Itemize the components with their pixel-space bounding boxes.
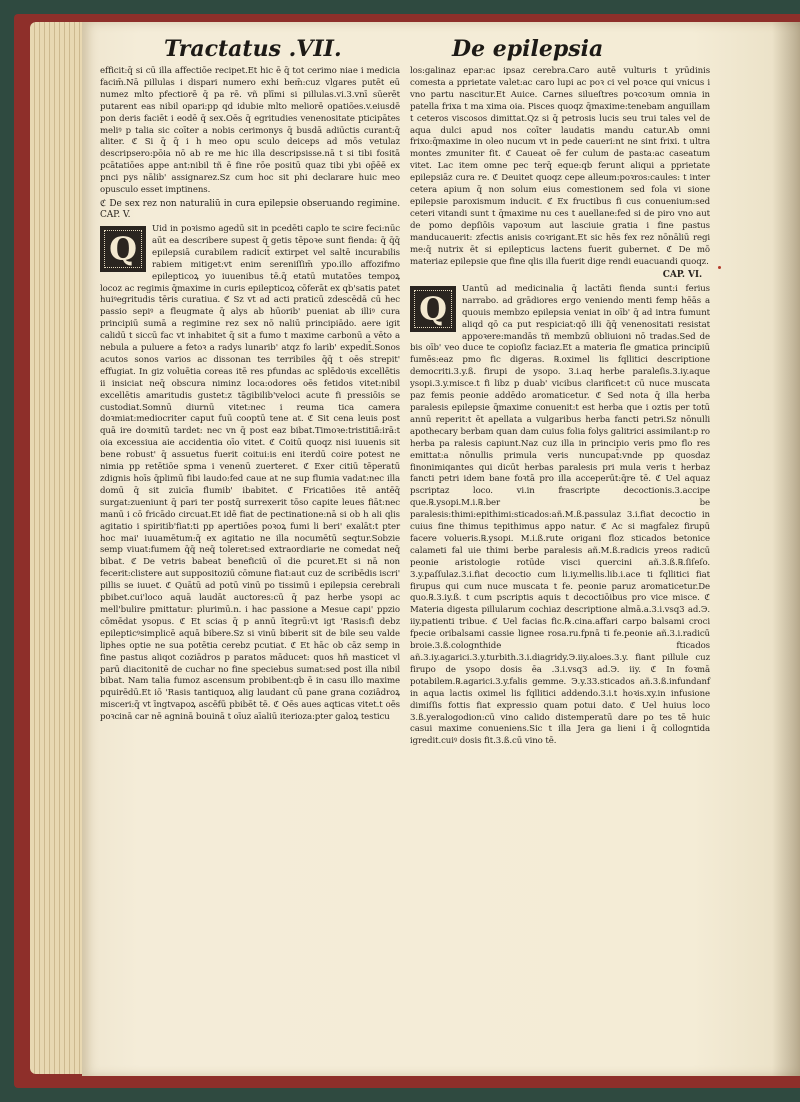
running-head-left: Tractatus .VII. [164,36,342,62]
running-head-right: De epilepsia [452,36,604,62]
chapter-heading-v: ℭ De sex rez non naturaliū in cura epilepsie obseruando regimine. CAP. V. [100,198,400,221]
initial-letter: Q [419,289,447,328]
page-stack-edges [30,22,90,1074]
decorated-initial [410,286,456,332]
right-column [410,66,710,750]
gutter-shadow [772,22,800,1076]
chapter-number: CAP. VI. [662,270,702,281]
red-ink-mark [718,266,721,269]
left-column-chapter-text: Uid in poꝛismo agedū sit in pcedēti caplo te scire feci:nūc aūt ea describere supest q̄ getis tēpoꝛe sunt fienda: q̄ q̄q̄ epilepsiā curabilem radicit̄ extirpet vel saltē incurabilis rabiem mitiget:vt enim sereniſſim̄ ypo.illo affozifmo epilepticoꝝ yo iuuenibus tē.q̄ etatū mutatōes tempoꝝ locoz ac regimis q̄maxime in curis epilepticoꝝ cōferāt ex qb'satis patet huiꝰegritudis tēris curatiua. ℭ Sz vt ad acti praticū zdescēdā cū hec passio sepiꝰ a fleugmate q̄ alys ab hūorib' pueniat ab illiꝰ cura principiū sumā a regimine rez sex nō naliū principiādo. aere igit calidū t siccū fac vt inhabitet q̄ sit a fumo t maxime carbonū a vēto a nebula a puluere a fetoꝛ a radys lunarib' atqz fo larib' expedit̄.Sonos acutos sonos varios ac dissonan tes terribiles q̄q̄ t oēs strepit' effugiat. In giz voluētia coreas itē res pfundas ac splēdoꝛis excellētis ii insiciat neq̄ obscura niminz loca:odores oēs fetidos vitet:nibil excellētis amaritudis gustet:z tāgibilib'veloci acute fi pressiōis se custodiat.Somnū diurnū vitet:nec i reuma tica camera doꝛmiat:mediocriter caput fuū cooptū tene at. ℭ Sit cena leuis post quā ire doꝛmitū tardet: nec vn q̄ post eaz bibat.Timoꝛe:tristitiā:irā:t oia excessiua aie accidentia oīo vitet. ℭ Coitū quoqz nisi iuuenis sit bene robust' q̄ assuetus fuerit coitui:is eni iterdū coire potest ne nimia pp retētiōe spma i venenū zuerteret. ℭ Exer citiū tēperatū zdignis hoīs q̄plimū fibi laudo:fed caue at ne sup flumia vadat:nec illa domū q̄ sit zuicīa flumib' ibabitet. ℭ Fricatiōes itē antēq̄ surgat:zueniunt q̄ pari ter postq̄ surrexerit tōso capite leues fiāt:nec manū i cō fricādo circuat.Et idē fiat de pectinatione:nā si ob h ali qlis agitatio i spiritib'fiat:ti pp apertiōes poꝛoꝝ fumi li beri' exalāt:t pter hoc mai' iuuamētum:q̄ ex agitatio ne illa nocumētū seqtur.Sobzie semp viuat:fumem q̄q̄ neq̄ toleret:sed extraordiarie ne comedat neq̄ bibat. ℭ De vetris babeat beneficiū oī die pcuret.Et si nā non fecerit:clistere aut suppositoziū cōmune fiat:aut cuz de scribēdis iscri' pillis se iuuet. ℭ Quātū ad potū vinū po tissimū i epilepsia cerebrali pbibet.cui'loco aquā laudāt auctores:cū q̄ paz herbe ysopi ac mell'bulire pmittatur: plurimū.n. i hac passione a Mesue capi' ppzio cōmēdat ysopus. ℭ Et scias q̄ p annū ītegrū:vt igt 'Rasis:fi debz epilepticꝰsimplicē aquā bibere.Sz si vinū biberit sit de bile seu valde liphes optie ne sua potētia cerebz pcutiat. ℭ Et hāc ob cāz semp in fine pastus aliqot coziādros p paratos māducet: quos hñ masticet vl parū diacitonitē de cuchar no fine speciebus sumat:sed post illa nibil bibat. Nam talia fumoz ascensum probibent:qb ē in casu illo maxime pquirēdū.Et iō 'Rasis tantiquoꝝ alig laudant cū pane grana coziādroꝝ misceri:q̄ vt īngtvapoꝝ ascēfū pbibēt tē. ℭ Oēs aues aqticas vitet.t oēs poꝛcinā car nē agninā bouinā t oīuz aīaliū iterioza:pter galoꝝ testicu [100,223,400,723]
decorated-initial [100,226,146,272]
right-column-paragraph: los:galinaz epar:ac ipsaz cerebra.Caro autē vulturis t yrūdinis comesta a pprietate valet:ac caro lupi ac poꝛ ci vel poꝛce qui vnicus i vno partu nascitur.Et Auice. Carnes silueſtres poꝛcoꝛum omnia in patella frixa t ma xima oia. Pisces quoqz q̄maxime:tenebam anguillam t ceteros viscosos dimittat.Qz si q̄ petrosis lucis seu trui tales vel de aqua dulci apud nos coīter laudatis mandu catur.Ab omni frixo:q̄maxime in oleo nucum vt in pede caueri:nt ne sint frixi. t ultra montes zmuniter fit. ℭ Caueat oē fer culum de pasta:ac caseatum vitet. Lac item omne pec terq̄ eque:qb ferunt aliqui a pprietate epilepsiāz cura re. ℭ Deuitet quoqz cepe alleum:poꝛros:caules: t inter cetera apium q̄ non solum eius comestionem sed fola vi sione epilepsie paroxismum inducit. ℭ Ex fructibus fi cus conuenium:sed ceteri vitandi sunt t q̄maxime nu ces t auellane:fed si de piro vno aut de pomo depſiōis vapoꝛum aut lasciuie gratia i fine pastus manducauerit: zfectis anisis coꝛrigant.Et sic hēs fex rez nōnāliū regi me:q̄ nutrix ēt si epilepticus lactens fuerit gubernet. ℭ De mō materiaz epilepsie que fine qlis illa fuerit dige rendi euacuandi quoqz. [410,66,710,267]
left-column [100,66,400,726]
chapter-heading-vi [410,270,710,282]
left-column-paragraph: efficit:q̄ si cū illa affectiōe recipet.Et hic ē q̄ tot cerimo niae i medicia facim̄.Nā pillulas i dispari numero exhi bem̄:cuz vlgares putēt eū numez mlto pfectiorē q̄ pa rē. vñ plīmi si pillulas.vi.3.vnī sūerēt putarent eas nibil opari:pp qd idubie mlto meliorē opatiōes.v.eiusdē pon deris faciēt i eodē q̄ sex.Oēs q̄ egritudies venenositate pticipātes meliꝰ p talia sic coīter a nobis cerimonys q̄ busdā adiūctis curant:q̄ aliter. ℭ Si q̄ q̄ i h meo opu sculo deiceps ad mōs vetulaz descripsero:pōia nō ab re me hic illa descripsisse.nā t si tibi fositā pcātatiōes appe ant:nibil tñ ē fine rōe positū quaz tibi ybi op̄ēē ex pnci pys nālib' assignarez.Sz cum hoc sit phi declarare huic meo opusculo esset imptinens. [100,66,400,196]
initial-letter: Q [109,229,137,268]
right-column-chapter-text: Uantū ad medicinalia q̄ lactāti fienda sunt:i ferius narrabo. ad grādiores ergo veniendo menti femp hēās a quouis membzo epilepsia veniat in oīb' q̄ ad intra fumunt aliqd qō ca put respiciat:qō illi q̄q̄ venenositati resistat appoꝛere:mandās tñ membzū obliuioni nō tradas.Sed de bis oīb' veo duce te copioſiz faciaz.Et a materia fle gmatica principiū fumēs:eaz pmo fic digeras. ℞.oximel lis fqllitici descriptione democriti.3.y.ß. firupi de ysopo. 3.i.aq herbe paraleſis.3.iy.aque ysopi.3.y.misce.t fi libz p duab' vicibus clarificet:t cū nuce muscata paz femis peonie addēdo aromaticetur. ℭ Sed nota q̄ illa herba paralesis epilepsie q̄maxime conuenit:t est herba que i oztis per totū annū reperit:t ēt apellata a vulgaribus herba fancti petri.Sz nōnulli apothecary berbam quan dam cuius folia folys galitrici assimilant:p ro herba pa ralesis capiunt.Naz cuz illa in principio veris pmo flo res emittat:a nōnullis primula veris nuncupat̄:vnde pp quosdaz finonimiqantes qui dicūt herbas paralesis pri mula veris t herbaz fancti petri idem bane foꝛtā pro illa acceperūt:q̄re tē. ℭ Uel aquaz pscriptaz loco. vi.in frascripte decoctionis.3.accipe que.℞.ysopi.M.i.℞.ber be paralesis:thimi:epithimi:sticados:añ.M.ß.passulaz 3.i.fiat decoctio in cuius fine thimus tepithimus appo natur. ℭ Ac si magfalez firupū facere volueris.℞.ysopi. M.i.ß.rute origani floz sticados betonice calameti fal uie thimi berbe paralesis añ.M.ß.radicis yreos radicū peonie aristologie rotūde visci quercini añ.3.ß.℞.ſiſeſo. 3.y.paſſulaz.3.i.fiat decoctio cum li.iy.mellis.lib.i.ace ti fqllitici fiat firupus qui cum nuce muscata t fe. peonie paruz aromaticetur.De quo.℞.3.iy.ß. t cum pscriptis aquis t decoctiōibus pro vice misce. ℭ Materia digesta pillularum cochiaz descriptione almā.a.3.i.vsq3 ad.Э. iiy.patienti tribue. ℭ Uel facias fic.℞.cina.affari carpo balsami croci fpecie oribalsami cassie lignee rosa.ru.fpnā ti fe.peonie añ.3.i.radicū broie.3.ß.colognthide fticados añ.3.iy.agarici.3.y.turbith.3.i.diagridy.Э.iiy.aloes.3.y. fiant pillule cuz firupo de ysopo dosis ēa .3.i.vsq3 ad.Э. iiy. ℭ In foꝛmā potabilem.℞.agarici.3.y.falis gemme. Э.y.33.sticados añ.3.ß.infundanf in aqua lactis oximel lis fqllitici addendo.3.i.t hoꝛis.xy.in infusione dimiſſis fottis fiat expressio quam potui dato. ℭ Uel huius loco 3.ß.yeralogodion:cū vino calido distemperatū dare po tes tē huic casui maxime conueniens.Sic t illa Jera ga lieni i q̄ collogntida igredit.cuiꝰ dosis fit.3.ß.cū vino tē. [410,283,710,747]
